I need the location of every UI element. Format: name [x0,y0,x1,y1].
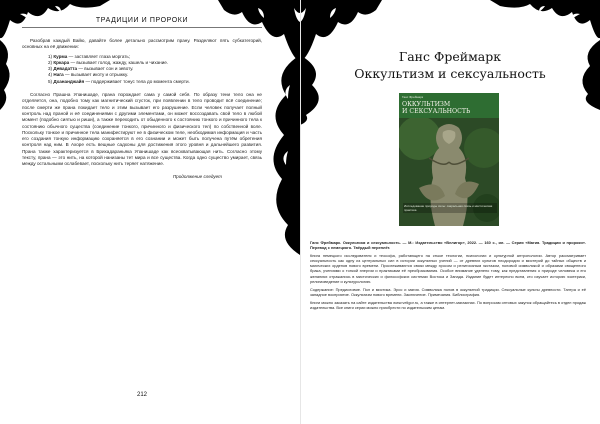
list-item: 1) Курма — заставляет глаза моргать; [48,53,131,59]
page-number: 212 [136,392,147,398]
book-author-heading: Ганс Фреймарк [398,49,502,64]
header-rule [22,27,262,28]
cover-author: Ганс Фреймарк [402,95,424,99]
list-item: 3) Девадатта — вызывает сон и зевоту. [48,66,134,72]
running-head: ТРАДИЦИИ И ПРОРОКИ [95,17,189,24]
intro-paragraph: Разобрав каждый Вайю, давайте более детально рассмотрим прану. Разделяют пять субкатегорий, основных на её движении: [22,38,262,50]
table-of-contents: Содержание: Предисловие. Пол и мистика. Эрос и магия. Символика полов в оккультной традиции. Сексуальные культы древности. Тантра и её западное восприятие. Оккультизм нового времени. Заключение. Примечания. Библиография. [310,286,586,297]
book-info-block [310,240,586,313]
list-item: 4) Нага — вызывает икоту и отрыжку. [48,72,129,78]
order-info: Книги можно заказать на сайте издательства www.veligor.ru, а также в интернет-магазинах. По вопросам оптовых закупок обращайтесь в отдел продаж издательства. Все книги серии можно приобрести по издательским ценам. [310,299,586,311]
cover-title: ОККУЛЬТИЗМ И СЕКСУАЛЬНОСТЬ [402,101,471,115]
book-title-heading: Оккультизм и сексуальность [354,66,546,81]
list-item: 2) Кркара — вызывает голод, жажду, кашель и чихание. [48,59,169,65]
continued-note: Продолжение следует [172,173,222,179]
list-item: 5) Дхананджайя — поддерживает тонус тела до момента смерти. [48,78,190,84]
prana-list [22,54,262,85]
bibliographic-line: Ганс Фреймарк. Оккультизм и сексуальность. — М.: Издательство «Велигор», 2022. — 160 с., ил. — Серия «Магия. Традиции и пророки». Перевод с немецкого. Твёрдый переплёт. [310,240,586,251]
cover-subtitle: Исследование природы силы: сакральная связь и мистическая практика [403,203,497,213]
center-left-ornament-icon [262,55,300,255]
book-cover [399,93,499,226]
left-page-body [22,38,262,180]
left-edge-ornament-icon [0,40,14,110]
book-description: Книга немецкого исследователя и теософа, работающего на стыке теологии, психологии и культурной антропологии. Автор рассматривает сексуальность как одну из центральных сил в истории оккультных учений — от древних культов плодородия и мистерий до тайных обществ и магических орденов нового времени. Прослеживаются связи между эросом и религиозным экстазом, половой символикой и образами священного брака, учениями о тонкой энергии и практиками её преобразования. Особое внимание уделено тому, как представления о природе человека и его желаниях отражались в мистических и философских системах Востока и Запада. Издание будет интересно всем, кто изучает историю эзотерики, религиоведение и культурологию. [310,253,586,284]
main-paragraph: Согласно Прашна Упанишаде, прана порождает сама у самой себя. По образу тени тело она не отделяется, она, подобно тому как магнитический сгусток, при появлении в тело проводит всё соединение; после смерти же прана покидает тело и этим вызывает его разрушение. Если человек получает полный контроль над праной и её соединениями с другими элементами, он может воссоздавать свой тело в любой момент (подобно сиятью и риши), а также переходить от обыденного к состоянию тонкого и причинного тела к состоянию обычного существа (соединение тонкого, причинного и физического тел) по собственной воле. Поскольку тонкое и причинное тела манифестируют не в физическом теле, необходимая информация и часть его создания тонкую информацию сохраняется в его сознании и может быть получена путём обретения контроля над ним. В Ахоре есть вещные садхоны для достижения этого уровня и дальнейшего развития. Прана также характеризуется в Брихадараньяка Упанишаде как всеохватывающая нить. Согласно этому тексту, прана — это нить, на которой нанизаны тет мира и все существа. Когда одно существо умирает, связь между остальными ослабевает, поскольку нить теряет натяжение. [22,92,262,167]
